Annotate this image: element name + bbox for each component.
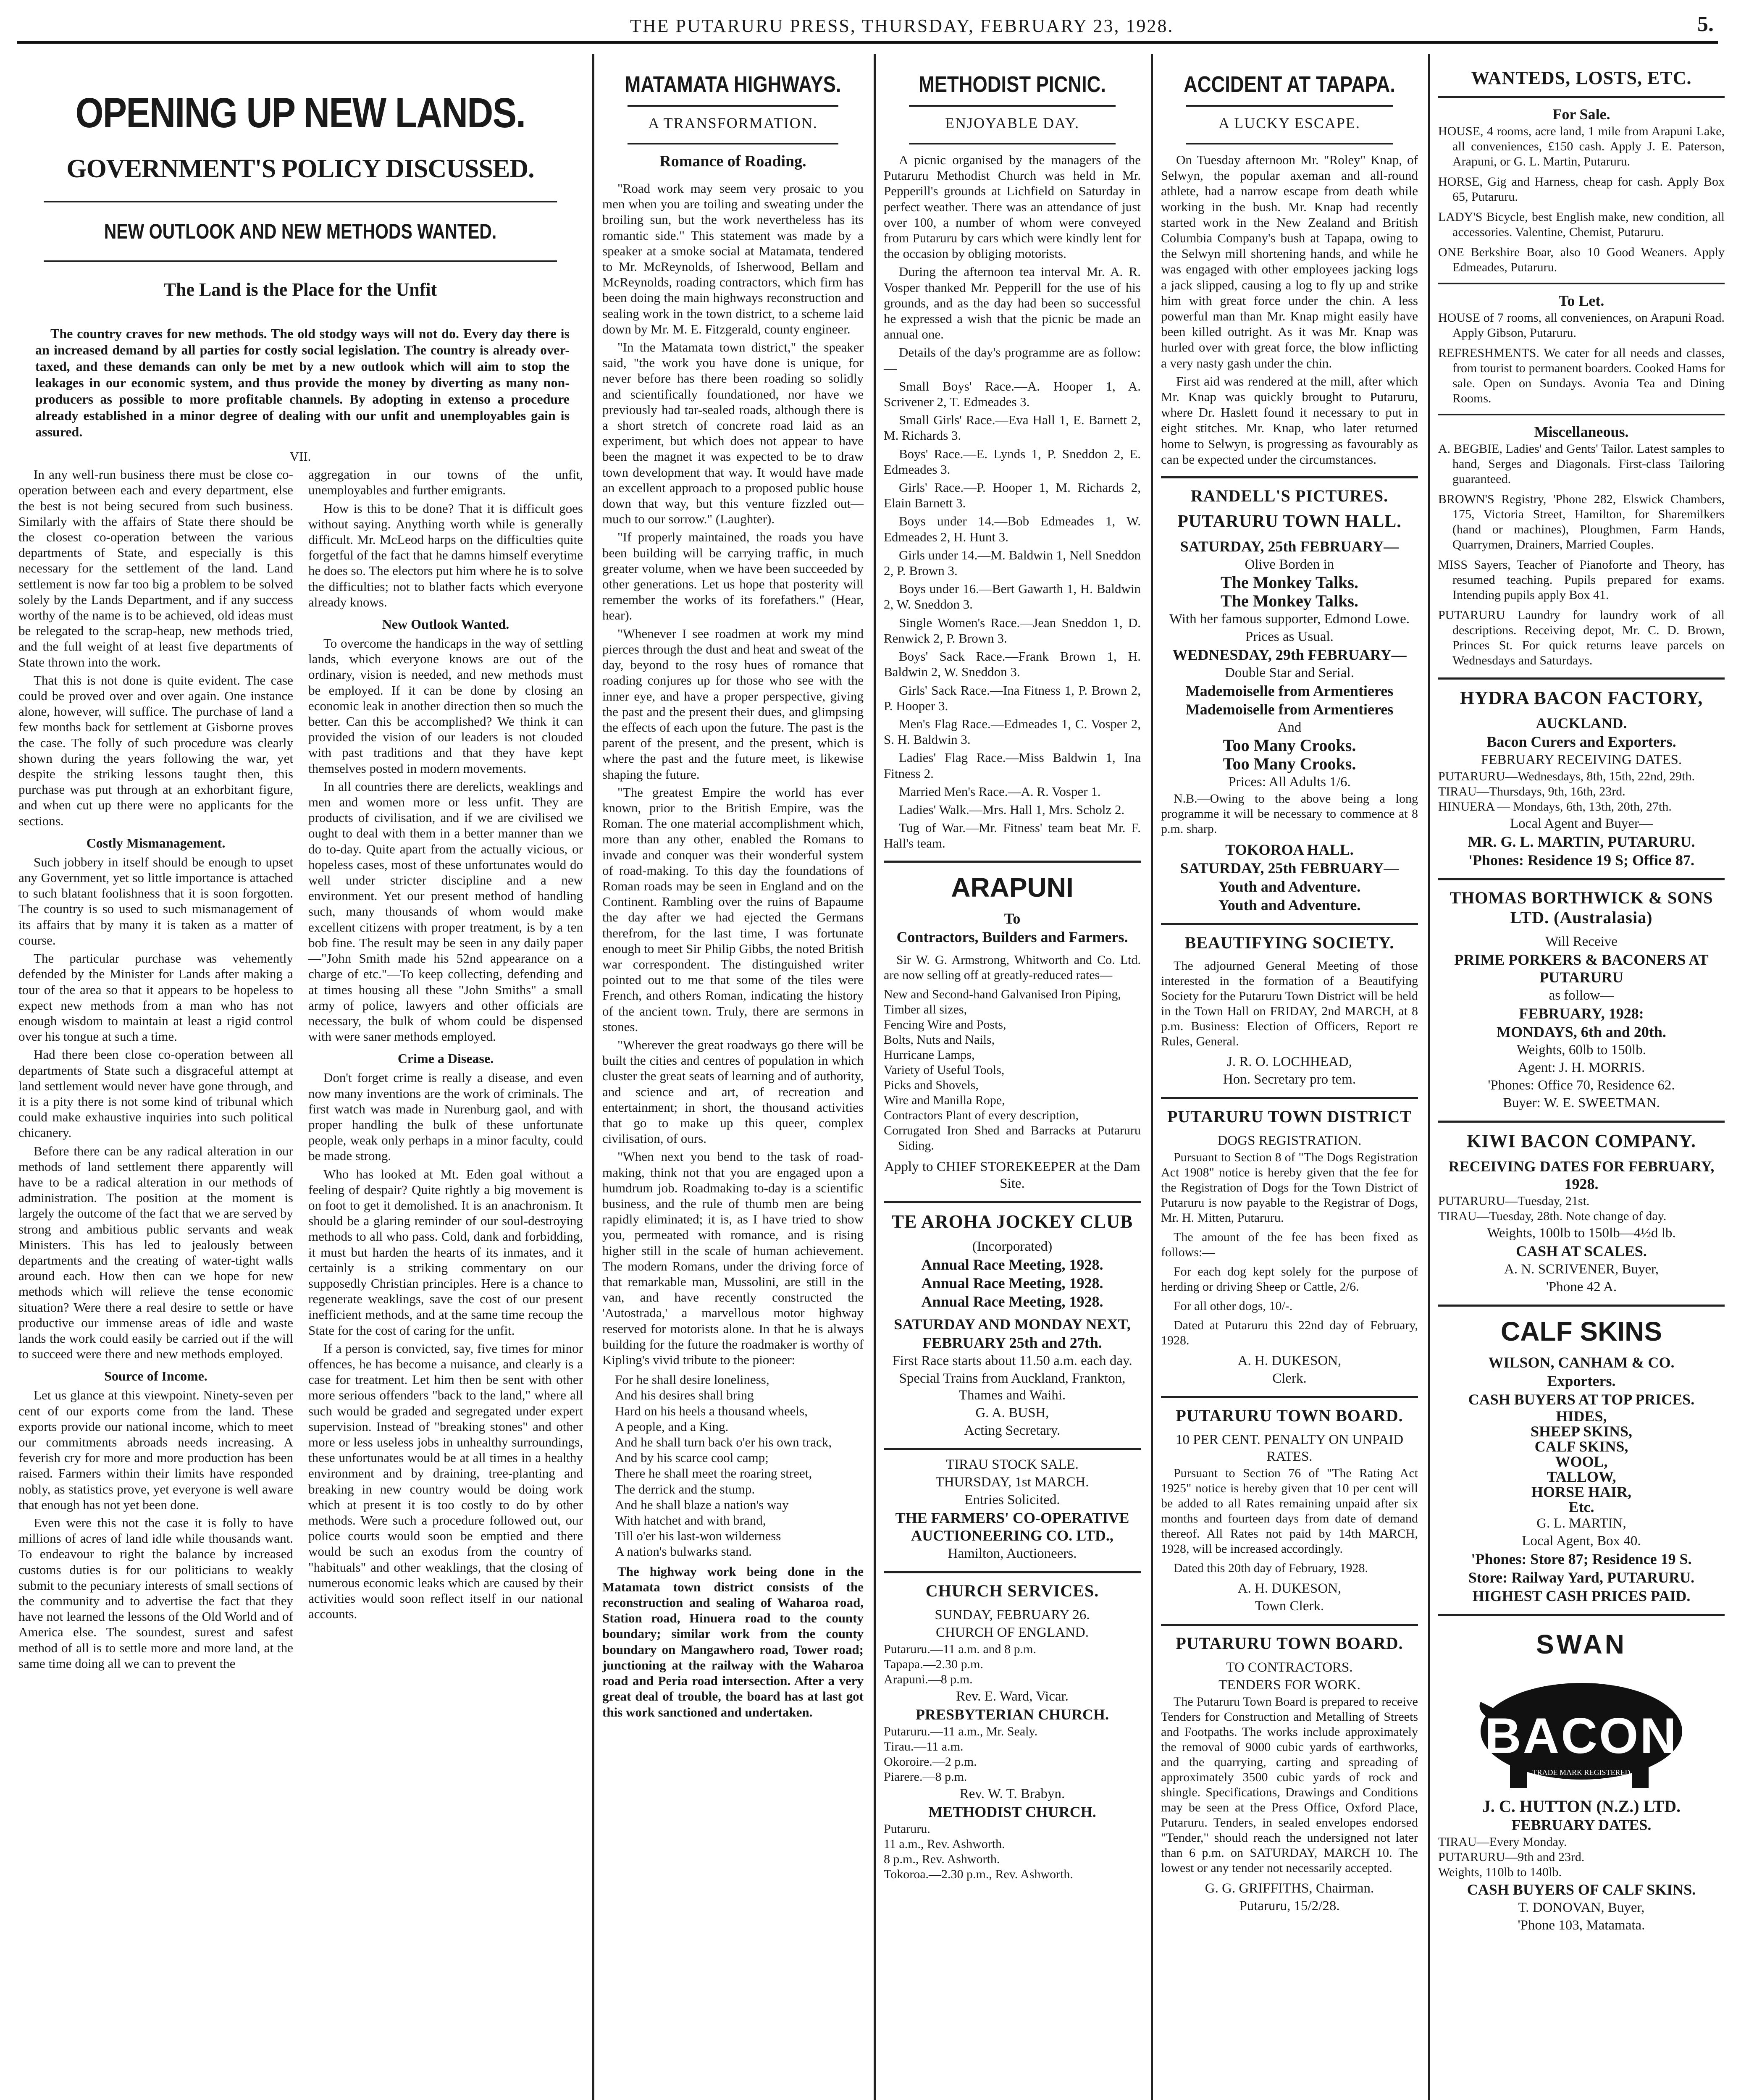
race-result: Small Boys' Race.—A. Hooper 1, A. Scrivener 2, T. Edmeades 3. (884, 378, 1141, 410)
arapuni-item: Corrugated Iron Shed and Barracks at Putaruru Siding. (884, 1123, 1141, 1152)
paragraph: Even were this not the case it is folly to have millions of acres of land idle while thousands want. To endeavour to right the balance by increased customs duties is for our politicians to weakly submit to the pecuniary interests of small sections of the community and to advertise the fact that they have not learned the lessons of the Old World and of America else. The soundest, surest and safest method of all is to settle more and more land, at the same time doing all we can to prevent the (18, 1515, 293, 1671)
divider (909, 105, 1116, 107)
race-result: Girls' Race.—P. Hooper 1, M. Richards 2, Elain Barnett 3. (884, 480, 1141, 511)
pictures-support: With her famous supporter, Edmond Lowe. (1169, 612, 1410, 627)
pig-logo-icon (1472, 1668, 1691, 1794)
race-result: Ladies' Flag Race.—Miss Baldwin 1, Ina Fitness 2. (884, 750, 1141, 781)
pictures-ad (1161, 476, 1418, 914)
pictures-star: Olive Borden in (1245, 557, 1334, 572)
classified-item: ONE Berkshire Boar, also 10 Good Weaners. Apply Edmeades, Putaruru. (1438, 245, 1725, 274)
paragraph: Before there can be any radical alteration in our methods of land settlement there apparently will have to be a radical alteration in our methods of administration. The position at the moment is largely the outcome of the fact that we are served by strong and ambitious public servants and weak Ministers. This has led to jealously between departments and the creating of water-tight walls around each. How then can we hope for new methods which will relieve the tense economic situation? Were there a real desire to settle or have productive our immense areas of idle and waste lands the work could easily be carried out if the will to succeed were there and new methods employed. (18, 1143, 293, 1362)
calf-exporters: Exporters. (1547, 1373, 1616, 1389)
divider (909, 143, 1116, 144)
classified-item: MISS Sayers, Teacher of Pianoforte and Theory, has resumed teaching. Pupils prepared for exams. Intending pupils apply Box 41. (1438, 558, 1725, 602)
hydra-receiving: FEBRUARY RECEIVING DATES. (1481, 752, 1682, 767)
borthwick-days: MONDAYS, 6th and 20th. (1497, 1024, 1666, 1040)
calf-item: WOOL, (1555, 1453, 1608, 1470)
rates-notice (1161, 1396, 1418, 1614)
calf-phones: 'Phones: Store 87; Residence 19 S. (1471, 1551, 1692, 1567)
pictures-film: Mademoiselle from Armentieres (1185, 701, 1394, 718)
church-minister: Rev. E. Ward, Vicar. (956, 1688, 1069, 1704)
dogs-sign: A. H. DUKESON, (1237, 1353, 1342, 1369)
paragraph: A picnic organised by the managers of the Putaruru Methodist Church was held in Mr. Pepperill's grounds at Lichfield on Saturday in perfect weather. There was an attendance of just over 100, a number of whom were conveyed from Putaruru by cars which were kindly lent for the occasion by obliging motorists. (884, 152, 1141, 261)
jockey-trains: Special Trains from Auckland, Frankton, Thames and Waihi. (899, 1370, 1126, 1403)
section-heading: Source of Income. (104, 1368, 207, 1384)
rates-subtitle: 10 PER CENT. PENALTY ON UNPAID RATES. (1175, 1432, 1404, 1465)
jockey-club-ad (884, 1201, 1141, 1439)
kiwi-title: KIWI BACON COMPANY. (1467, 1131, 1696, 1151)
calf-item: Etc. (1568, 1499, 1594, 1515)
swan-date: Weights, 110lb to 140lb. (1438, 1865, 1562, 1879)
church-line: Tapapa.—2.30 p.m. (884, 1657, 984, 1671)
pictures-film: The Monkey Talks. (1221, 573, 1358, 592)
paragraph: Don't forget crime is really a disease, and even now many inventions are the work of criminals. The first watch was made in Nurenburg gaol, and with proper handling the bulk of these unfortunate people, weak only perhaps in a minor faculty, could be made strong. (308, 1070, 583, 1163)
arapuni-item: Hurricane Lamps, (884, 1047, 975, 1062)
paragraph: "Road work may seem very prosaic to you men when you are toiling and sweating under the broiling sun, but the work nevertheless has its romantic side." This statement was made by a speaker at a smoke social at Matamata, tendered to Mr. McReynolds, of Isherwood, Bellam and McReynolds, roading contractors, which firm has been doing the main highways reconstruction and sealing work in the town district, to a scheme laid down by Mr. M. E. Fitzgerald, county engineer. (602, 181, 864, 336)
paragraph: First aid was rendered at the mill, after which Mr. Knap was quickly brought to Putaruru, where Dr. Haslett found it necessary to put in eight stitches. Mr. Knap, who later returned home to Selwyn, is progressing as favourably as can be expected under the circumstances. (1161, 373, 1418, 467)
stock-sale-ad (884, 1448, 1141, 1562)
pictures-prices: Prices as Usual. (1245, 629, 1334, 645)
dogs-paragraph: For all other dogs, 10/-. (1174, 1299, 1293, 1313)
hydra-city: AUCKLAND. (1536, 715, 1627, 732)
classified-heading: Miscellaneous. (1534, 423, 1629, 440)
dogs-paragraph: Dated at Putaruru this 22nd day of February, 1928. (1161, 1318, 1418, 1348)
lead-title: OPENING UP NEW LANDS. (75, 89, 525, 136)
tenders-sign: G. G. GRIFFITHS, Chairman. (1205, 1881, 1374, 1896)
calf-store: Store: Railway Yard, PUTARURU. (1468, 1569, 1695, 1586)
dogs-role: Clerk. (1272, 1371, 1307, 1386)
swan-company: J. C. HUTTON (N.Z.) LTD. (1482, 1797, 1681, 1816)
poem-line: Hard on his heels a thousand wheels, (615, 1403, 808, 1418)
calf-highest: HIGHEST CASH PRICES PAID. (1472, 1588, 1691, 1604)
divider (628, 143, 838, 144)
church-line: 8 p.m., Rev. Ashworth. (884, 1852, 1000, 1866)
jockey-title: TE AROHA JOCKEY CLUB (891, 1211, 1133, 1232)
beautifying-notice (1161, 923, 1418, 1088)
race-result: Men's Flag Race.—Edmeades 1, C. Vosper 2, S. H. Baldwin 3. (884, 716, 1141, 747)
pictures-note: N.B.—Owing to the above being a long programme it will be necessary to commence at 8 p.m. sharp. (1161, 792, 1418, 836)
divider (1186, 105, 1393, 107)
dogs-paragraph: For each dog kept solely for the purpose of herding or driving Sheep or Cattle, 2/6. (1161, 1265, 1418, 1294)
borthwick-agent: Agent: J. H. MORRIS. (1518, 1060, 1645, 1075)
tenders-subtitle: TO CONTRACTORS. (1226, 1660, 1353, 1675)
jockey-meeting: Annual Race Meeting, 1928. (921, 1293, 1103, 1310)
jockey-dates: FEBRUARY 25th and 27th. (922, 1334, 1102, 1351)
hydra-date: TIRAU—Thursdays, 9th, 16th, 23rd. (1438, 785, 1625, 798)
race-result: Married Men's Race.—A. R. Vosper 1. (899, 784, 1101, 799)
arapuni-item: Timber all sizes, (884, 1002, 967, 1016)
divider (628, 105, 838, 107)
swan-brand-main: BACON (1485, 1708, 1678, 1764)
column-5 (1155, 54, 1424, 2100)
church-line: Okoroire.—2 p.m. (884, 1754, 977, 1769)
poem-line: Till o'er his last-won wilderness (615, 1528, 781, 1544)
paragraph: To overcome the handicaps in the way of settling lands, which everyone knows are out of the ordinary, vision is needed, and new methods must be employed. If it can be done by closing an economic leak in another direction then so much the better. Can this be accomplished? We think it can provided the vision of our leaders is not clouded with past traditions and that they have kept themselves posted in modern movements. (308, 636, 583, 776)
lead-subtitle: GOVERNMENT'S POLICY DISCUSSED. (66, 155, 534, 183)
swan-date: PUTARURU—9th and 23rd. (1438, 1850, 1585, 1864)
poem-line: A people, and a King. (615, 1419, 729, 1434)
classified-heading: For Sale. (1552, 106, 1610, 123)
pictures-type: Double Star and Serial. (1225, 665, 1354, 681)
tenders-place: Putaruru, 15/2/28. (1239, 1898, 1340, 1914)
borthwick-weights: Weights, 60lb to 150lb. (1516, 1042, 1646, 1058)
arapuni-intro: Sir W. G. Armstrong, Whitworth and Co. Ltd. are now selling off at greatly-reduced rates— (884, 953, 1141, 982)
wanteds-title: WANTEDS, LOSTS, ETC. (1471, 68, 1692, 88)
stock-date: THURSDAY, 1st MARCH. (935, 1474, 1089, 1490)
church-line: Putaruru.—11 a.m. and 8 p.m. (884, 1642, 1037, 1656)
poem-line: The derrick and the stump. (615, 1481, 755, 1496)
calf-agent: G. L. MARTIN, (1536, 1516, 1626, 1531)
pictures-film: Youth and Adventure. (1218, 897, 1361, 914)
paragraph: That this is not done is quite evident. The case could be proved over and over again. One instance alone, however, will suffice. The purchase of land a few months back for settlement at Gisborne proves the case. The folly of such procedure was clearly shown during the years following the war, yet despite the striking lessons taught then, this purchase was put through at an exhorbitant figure, and when cut up there were no applicants for the sections. (18, 672, 293, 828)
classified-item: BROWN'S Registry, 'Phone 282, Elswick Chambers, 175, Victoria Street, Hamilton, for Sharemilkers (hand or machines), Ploughmen, Farm Hands, Quarrymen, Drainers, Married Couples. (1438, 492, 1725, 551)
tenders-subtitle-2: TENDERS FOR WORK. (1218, 1677, 1360, 1693)
beautifying-role: Hon. Secretary pro tem. (1223, 1072, 1356, 1087)
church-line: Tokoroa.—2.30 p.m., Rev. Ashworth. (884, 1867, 1073, 1881)
race-result: Single Women's Race.—Jean Sneddon 1, D. Renwick 2, P. Brown 3. (884, 615, 1141, 646)
lead-subtitle-3: The Land is the Place for the Unfit (163, 279, 437, 300)
paragraph: "In the Matamata town district," the speaker said, "the work you have done is unique, for never before has there been roading so solidly and scientifically foundationed, nor have we previously had tar-sealed roads, although there is a short stretch of concrete road laid as an experiment, but which does not appear to have been the magnet it was expected to be to draw town development that way. It would have made an excellent approach to a proposed public house down that way, but this venture fizzled out—much to our sorrow." (Laughter). (602, 340, 864, 527)
paragraph: "When next you bend to the task of road-making, think not that you are engaged upon a humdrum job. Roadmaking to-day is a scientific business, and the rule of thumb men are being rapidly eliminated; it is, as I have tried to show you, permeated with romance, and is rising higher still in the scale of human achievement. The modern Romans, under the driving force of that remarkable man, Mussolini, are still in the van, and have recently constructed the 'Autostrada,' a marvellous motor highway reserved for motorists alone. In that he is always building for the future the roadmaker is worthy of Kipling's vivid tribute to the pioneer: (602, 1149, 864, 1368)
race-result: Boys' Race.—E. Lynds 1, P. Sneddon 2, E. Edmeades 3. (884, 446, 1141, 477)
church-title: CHURCH SERVICES. (925, 1581, 1099, 1600)
matamata-subtitle: A TRANSFORMATION. (648, 115, 818, 131)
dogs-subtitle: DOGS REGISTRATION. (1217, 1133, 1362, 1149)
tenders-body: The Putaruru Town Board is prepared to receive Tenders for Construction and Metalling of Streets and Footpaths. The works include approximately the removal of 9000 cubic yards of earthworks, and the quarrying, carting and spreading of approximately 3500 cubic yards of rock and shingle. Specifications, Drawings and Conditions may be seen at the Press Office, Oxford Place, Putaruru. Tenders, in sealed envelopes endorsed "Tender," should reach the undersigned not later than 6 p.m. on SATURDAY, MARCH 10. The lowest or any tender not necessarily accepted. (1161, 1695, 1418, 1875)
masthead (17, 12, 1718, 44)
section-heading: New Outlook Wanted. (382, 617, 509, 632)
stock-company: THE FARMERS' CO-OPERATIVE AUCTIONEERING CO. LTD., (895, 1509, 1129, 1544)
dogs-notice (1161, 1097, 1418, 1387)
paragraph: "Whenever I see roadmen at work my mind pierces through the dust and heat and sweat of the day, beyond to the rosy hues of romance that roading conjures up for those who see with the inner eye, and have a proper perspective, giving the past and the present their dues, and glimpsing the effects of each upon the future. The past is the parent of the present, and the present, which is where the past and the future meet, is likewise shaping the future. (602, 626, 864, 782)
rates-paragraph: Dated this 20th day of February, 1928. (1174, 1561, 1368, 1575)
hydra-agent-label: Local Agent and Buyer— (1510, 816, 1653, 831)
church-line: Putaruru.—11 a.m., Mr. Sealy. (884, 1724, 1038, 1738)
section-heading: Crime a Disease. (397, 1051, 494, 1066)
dogs-paragraph: Pursuant to Section 8 of "The Dogs Registration Act 1908" notice is hereby given that the fee for the Registration of Dogs for the Town District of Putaruru is now payable to the Registrar of Dogs, Mr. H. Mitten, Putaruru. (1161, 1150, 1418, 1225)
church-heading: METHODIST CHURCH. (928, 1803, 1096, 1820)
pictures-and: And (1277, 720, 1302, 735)
arapuni-item: Wire and Manilla Rope, (884, 1093, 1005, 1107)
hydra-agent: MR. G. L. MARTIN, PUTARURU. (1468, 833, 1695, 850)
arapuni-title: ARAPUNI (951, 872, 1074, 903)
divider (1438, 96, 1725, 98)
beautifying-body: The adjourned General Meeting of those interested in the formation of a Beautifying Society for the Putaruru Town District will be held in the Town Hall on FRIDAY, 2nd MARCH, at 8 p.m. Business: Election of Officers, Report re Rules, General. (1161, 959, 1418, 1049)
pictures-title: RANDELL'S PICTURES. (1190, 486, 1389, 506)
arapuni-ad (884, 861, 1141, 1192)
page-number: 5. (1697, 12, 1714, 36)
paragraph: aggregation in our towns of the unfit, unemployables and further emigrants. (308, 467, 583, 498)
arapuni-item: Fencing Wire and Posts, (884, 1017, 1006, 1032)
kipling-poem (615, 1372, 864, 1559)
kiwi-phone: 'Phone 42 A. (1546, 1279, 1617, 1294)
swan-date: TIRAU—Every Monday. (1438, 1835, 1567, 1849)
column-rule (1428, 54, 1430, 2100)
poem-line: And by his scarce cool camp; (615, 1450, 769, 1465)
arapuni-apply: Apply to CHIEF STOREKEEPER at the Dam Site. (884, 1159, 1140, 1191)
divider (1186, 143, 1393, 144)
classified-item: HOUSE, 4 rooms, acre land, 1 mile from Arapuni Lake, all conveniences, £150 cash. Apply J. E. Paterson, Arapuni, or G. L. Martin, Putaruru. (1438, 124, 1725, 168)
kiwi-cash: CASH AT SCALES. (1516, 1243, 1647, 1260)
pictures-film: Too Many Crooks. (1223, 736, 1356, 755)
section-heading: Costly Mismanagement. (86, 835, 226, 850)
race-result: Ladies' Walk.—Mrs. Hall 1, Mrs. Scholz 2. (899, 802, 1125, 817)
tenders-notice (1161, 1624, 1418, 1914)
paragraph: "If properly maintained, the roads you have been building will be carrying traffic, in much greater volume, when we have been succeeded by other generations. Let us hope that posterity will remember the works of its forefathers." (Hear, hear). (602, 530, 864, 623)
church-line: Putaruru. (884, 1822, 930, 1836)
borthwick-month: FEBRUARY, 1928: (1519, 1005, 1644, 1022)
tenders-title: PUTARURU TOWN BOARD. (1176, 1634, 1403, 1653)
calf-item: SHEEP SKINS, (1530, 1423, 1633, 1440)
borthwick-buyer: Buyer: W. E. SWEETMAN. (1503, 1095, 1660, 1110)
paragraph: Such jobbery in itself should be enough to upset any Government, yet so little importance is attached to such blatant foolishness that it is soon forgotten. The country is so used to such mismanagement of its affairs that by many it is taken as a matter of course. (18, 854, 293, 948)
accident-title: ACCIDENT AT TAPAPA. (1184, 72, 1395, 97)
column-rule (874, 54, 876, 2100)
kiwi-date: PUTARURU—Tuesday, 21st. (1438, 1194, 1590, 1208)
lead-article (13, 54, 588, 2100)
paragraph: The particular purchase was vehemently defended by the Minister for Lands after making a tour of the area so that it appears to be hopeless to expect new methods from a man who has not enough wisdom to maintain at least a rigid control over his tongue at such a time. (18, 951, 293, 1044)
church-line: Piarere.—8 p.m. (884, 1769, 967, 1784)
church-line: 11 a.m., Rev. Ashworth. (884, 1837, 1005, 1851)
church-line: Tirau.—11 a.m. (884, 1739, 964, 1754)
race-result: Boys' Sack Race.—Frank Brown 1, H. Baldwin 2, W. Sneddon 3. (884, 649, 1141, 680)
hydra-title: HYDRA BACON FACTORY, (1460, 688, 1703, 708)
calf-agent-box: Local Agent, Box 40. (1522, 1533, 1641, 1549)
rates-paragraph: Pursuant to Section 76 of "The Rating Act 1925" notice is hereby given that 10 per cent will be added to all Rates remaining unpaid after six months and fourteen days from date of demand thereof. All Rates not paid by 14th MARCH, 1928, will be increased accordingly. (1161, 1466, 1418, 1556)
hydra-ad (1438, 677, 1725, 869)
borthwick-as-follow: as follow— (1549, 988, 1614, 1003)
picnic-subtitle: ENJOYABLE DAY. (945, 115, 1080, 131)
church-line: Arapuni.—8 p.m. (884, 1672, 973, 1686)
arapuni-item: New and Second-hand Galvanised Iron Piping, (884, 987, 1121, 1001)
lead-column-2 (308, 467, 583, 2100)
classified-item: LADY'S Bicycle, best English make, new condition, all accessories. Valentine, Chemist, Putaruru. (1438, 210, 1725, 239)
column-rule (592, 54, 594, 2100)
hydra-tag: Bacon Curers and Exporters. (1486, 733, 1676, 750)
stock-title: TIRAU STOCK SALE. (946, 1457, 1079, 1472)
jockey-first-race: First Race starts about 11.50 a.m. each day. (892, 1353, 1132, 1368)
divider (1438, 414, 1725, 415)
matamata-article (596, 54, 869, 2100)
classified-item: HOUSE of 7 rooms, all conveniences, on Arapuni Road. Apply Gibson, Putaruru. (1438, 311, 1725, 340)
lead-intro: The country craves for new methods. The old stodgy ways will not do. Every day there is an increased demand by all parties for costly social legislation. The country is already over-taxed, and these demands can only be met by a new outlook which will aim to stop the leakages in our economic system, and thus provide the money by diverting as many non-producers as possible to more profitable channels. By adopting in extenso a procedure already established in a minor degree of dealing with our unfit and unemployables gain is assured. (35, 326, 570, 439)
dogs-paragraph: The amount of the fee has been fixed as follows:— (1161, 1230, 1418, 1260)
beautifying-title: BEAUTIFYING SOCIETY. (1184, 933, 1394, 953)
rates-sign: A. H. DUKESON, (1237, 1581, 1342, 1596)
kiwi-buyer: A. N. SCRIVENER, Buyer, (1504, 1262, 1659, 1277)
paragraph: Details of the day's programme are as follow:— (884, 345, 1141, 375)
hydra-date: HINUERA — Mondays, 6th, 13th, 20th, 27th. (1438, 800, 1672, 814)
dogs-title: PUTARURU TOWN DISTRICT (1167, 1107, 1412, 1126)
picnic-title: METHODIST PICNIC. (918, 72, 1106, 97)
section-number: VII. (289, 449, 311, 464)
pictures-venue: PUTARURU TOWN HALL. (1177, 512, 1402, 532)
paragraph: Had there been close co-operation between all departments of State such a disgraceful attempt at land settlement would never have gone through, and it is a pity there is not some kind of tribunal which could make exhaustive inquiries into such political chicanery. (18, 1047, 293, 1140)
race-result: Boys under 14.—Bob Edmeades 1, W. Edmeades 2, H. Hunt 3. (884, 514, 1141, 544)
calf-item: CALF SKINS, (1534, 1438, 1628, 1455)
church-services (884, 1571, 1141, 1882)
race-result: Girls' Sack Race.—Ina Fitness 1, P. Brown 2, P. Hooper 3. (884, 682, 1141, 713)
pictures-venue: TOKOROA HALL. (1225, 841, 1354, 858)
calf-skins-ad (1438, 1305, 1725, 1605)
arapuni-to: To (1004, 910, 1021, 927)
pictures-date: SATURDAY, 25th FEBRUARY— (1180, 860, 1399, 877)
church-date: SUNDAY, FEBRUARY 26. (935, 1607, 1090, 1622)
divider (1438, 283, 1725, 284)
paragraph: "Wherever the great roadways go there will be built the cities and centres of population in which cluster the great seats of learning and of authority, and science and art, of recreation and entertainment; in short, the thousand activities that go to make up this queer, complex civilisation, of ours. (602, 1037, 864, 1146)
kiwi-receiving: RECEIVING DATES FOR FEBRUARY, 1928. (1448, 1158, 1715, 1192)
church-heading: PRESBYTERIAN CHURCH. (915, 1706, 1109, 1723)
column-rule (1151, 54, 1153, 2100)
race-result: Girls under 14.—M. Baldwin 1, Nell Sneddon 2, P. Brown 3. (884, 547, 1141, 578)
paragraph: In any well-run business there must be close co-operation between each and every department, else the best is not being secured from such business. Similarly with the affairs of State there should be the closest co-operation between the various departments of State, and especially is this necessary for the settlement of the land. Land settlement is now far too big a problem to be solved solely by the Lands Department, and if any success worthy of the name is to be achieved, old ideas must be relegated to the scrap-heap, new methods tried, and the full weight of at least five departments of State thrown into the work. (18, 467, 293, 669)
stock-location: Hamilton, Auctioneers. (948, 1546, 1077, 1561)
arapuni-addressees: Contractors, Builders and Farmers. (896, 928, 1128, 945)
poem-line: And he shall blaze a nation's way (615, 1497, 789, 1512)
column-6 (1432, 54, 1730, 2100)
pictures-film: The Monkey Talks. (1221, 591, 1358, 611)
accident-subtitle: A LUCKY ESCAPE. (1218, 115, 1360, 131)
paragraph: During the afternoon tea interval Mr. A. R. Vosper thanked Mr. Pepperill for the use of his grounds, and as the day had been so successful he expressed a wish that the picnic be made an annual one. (884, 264, 1141, 342)
poem-line: For he shall desire loneliness, (615, 1372, 769, 1387)
hydra-date: PUTARURU—Wednesdays, 8th, 15th, 22nd, 29th. (1438, 769, 1695, 783)
poem-line: A nation's bulwarks stand. (615, 1544, 752, 1559)
pictures-date: SATURDAY, 25th FEBRUARY— (1180, 538, 1399, 555)
borthwick-what: PRIME PORKERS & BACONERS AT PUTARURU (1454, 951, 1709, 986)
swan-phone: 'Phone 103, Matamata. (1518, 1918, 1645, 1933)
paragraph: In all countries there are derelicts, weaklings and men and women more or less unfit. They are products of civilisation, and if we are civilised we ought to deal with them in a better manner than we do to-day. Quite apart from the actually vicious, or hopeless cases, most of these unfortunates would do well under stricter discipline and a new environment. Yet our present method of handling such, many thousands of whom would make excellent citizens with proper treatment, is by a ten bob fine. The result may be seen in any daily paper—"John Smith made his 52nd appearance on a charge of etc."—To keep collecting, defending and at times housing all these "John Smiths" a small army of police, lawyers and other officials are necessary, the bulk of whom could be dispensed with were saner methods employed. (308, 779, 583, 1044)
race-result: Small Girls' Race.—Eva Hall 1, E. Barnett 2, M. Richards 3. (884, 412, 1141, 443)
matamata-title: MATAMATA HIGHWAYS. (625, 72, 841, 97)
stock-entries: Entries Solicited. (964, 1492, 1060, 1507)
kiwi-ad (1438, 1121, 1725, 1295)
column-4 (878, 54, 1147, 2100)
paragraph: The highway work being done in the Matamata town district consists of the reconstruction and sealing of Waharoa road, Station road, Hinuera road to the county boundary; similar work from the county boundary on Mangawhero road, Tower road; junctioning at the railway with the Waharoa road and Peria road intersection. After a very great deal of trouble, the board has at last got this work sanctioned and undertaken. (602, 1564, 864, 1719)
paragraph: If a person is convicted, say, five times for minor offences, he has become a nuisance, and clearly is a case for treatment. Let him then be sent with other more serious offenders "back to the land," where all such would be graded and segregated under expert supervision. Instead of "breaking stones" and other more or less useless jobs in unhealthy surroundings, these unfortunates would be at all times in a healthy environment and by draining, tree-planting and breaking in new country would be doing work which at present it is too costly to do by other methods. Were such a procedure followed out, our police courts would soon be emptied and there would be such an exodus from the country of "habituals" and other weaklings, that the closing of numerous economic leaks which are caused by their activities would soon reflect itself in our national accounts. (308, 1341, 583, 1622)
borthwick-will: Will Receive (1545, 934, 1618, 949)
borthwick-ad (1438, 878, 1725, 1111)
classified-item: PUTARURU Laundry for laundry work of all descriptions. Receiving depot, Mr. C. D. Brown, Princes St. For quick returns leave parcels on Wednesdays and Saturdays. (1438, 608, 1725, 667)
calf-title: CALF SKINS (1501, 1316, 1662, 1347)
lead-subtitle-2: NEW OUTLOOK AND NEW METHODS WANTED. (104, 220, 497, 243)
poem-line: With hatchet and with brand, (615, 1513, 766, 1528)
poem-line: There he shall meet the roaring street, (615, 1466, 812, 1481)
borthwick-title: THOMAS BORTHWICK & SONS LTD. (Australasia) (1450, 888, 1713, 927)
jockey-secretary-role: Acting Secretary. (964, 1423, 1061, 1438)
pictures-prices: Prices: All Adults 1/6. (1228, 774, 1351, 790)
arapuni-item: Variety of Useful Tools, (884, 1063, 1005, 1077)
calf-item: TALLOW, (1547, 1468, 1616, 1485)
paragraph: On Tuesday afternoon Mr. "Roley" Knap, of Selwyn, the popular axeman and all-round athlete, had a narrow escape from death while working in the bush. Mr. Knap had recently started work in the New Zealand and British Columbia Company's bush at Tapapa, owing to the Selwyn mill shortening hands, and while he was engaged with other employees jacking logs a jack slipped, causing a log to fly up and strike him with great force under the chin. A less powerful man than Mr. Knap might easily have been killed outright. As it was Mr. Knap was hurled over with great force, the blow inflicting a very nasty gash under the chin. (1161, 152, 1418, 370)
classified-item: REFRESHMENTS. We cater for all needs and classes, from tourist to permanent boarders. Cooked Hams for sale. Open on Sundays. Avonia Tea and Dining Rooms. (1438, 346, 1725, 405)
lead-columns (18, 467, 582, 2100)
pictures-date: WEDNESDAY, 29th FEBRUARY— (1172, 646, 1407, 664)
calf-item: HIDES, (1556, 1408, 1607, 1425)
paragraph: "The greatest Empire the world has ever known, prior to the British Empire, was the Roman. The one material accomplishment which, more than any other, enabled the Romans to invade and conquer was their wonderful system of road-making. To this day the foundations of Roman roads may be seen in England and on the Continent. Rambling over the ruins of Bapaume the day after we had ejected the Germans therefrom, for the last time, I was fortunate enough to meet Sir Philip Gibbs, the noted British war correspondent. The distinguished writer pointed out to me that some of the tiles were French, and others Roman, indicating the history of the ancient town. Truly, there are sermons in stones. (602, 785, 864, 1034)
swan-dates-title: FEBRUARY DATES. (1511, 1816, 1652, 1833)
jockey-secretary: G. A. BUSH, (975, 1405, 1049, 1420)
borthwick-phones: 'Phones: Office 70, Residence 62. (1488, 1078, 1675, 1093)
swan-brand: SWAN (1536, 1629, 1627, 1659)
matamata-subtitle-2: Romance of Roading. (659, 152, 806, 170)
pictures-film: Mademoiselle from Armentieres (1185, 682, 1394, 700)
race-result: Tug of War.—Mr. Fitness' team beat Mr. F. Hall's team. (884, 820, 1141, 851)
pictures-film: Youth and Adventure. (1218, 878, 1361, 895)
poem-line: And his desires shall bring (615, 1388, 754, 1403)
paragraph: How is this to be done? That it is difficult goes without saying. Anything worth while is generally difficult. Mr. McLeod harps on the difficulties quite forgetful of the fact that he damns himself everytime he does so. The electors put him where he is to solve the difficulties; not to blather facts which everyone already knows. (308, 501, 583, 609)
pictures-film: Too Many Crooks. (1223, 754, 1356, 774)
masthead-line: THE PUTARURU PRESS, THURSDAY, FEBRUARY 23, 1928. (630, 16, 1174, 36)
poem-line: And he shall turn back o'er his own track, (615, 1435, 832, 1450)
jockey-meeting: Annual Race Meeting, 1928. (921, 1256, 1103, 1273)
arapuni-item: Contractors Plant of every description, (884, 1108, 1079, 1122)
lead-column-1 (18, 467, 293, 2100)
swan-buyer: T. DONOVAN, Buyer, (1518, 1900, 1645, 1915)
calf-cash: CASH BUYERS AT TOP PRICES. (1468, 1391, 1695, 1408)
paragraph: Who has looked at Mt. Eden goal without a feeling of despair? Quite rightly a big movement is on foot to get it demolished. It is an anachronism. It should be a glaring reminder of our soul-destroying methods to all who pass. Cold, dank and forbidding, it must but harden the hearts of its inmates, and it certainly is a striking commentary on our supposedly Christian principles. Here is a chance to regenerate weaklings, save the cost of our present inefficient methods, and at the same time recoup the State for the cost of caring for the unfit. (308, 1166, 583, 1338)
arapuni-item: Picks and Shovels, (884, 1078, 979, 1092)
classified-item: HORSE, Gig and Harness, cheap for cash. Apply Box 65, Putaruru. (1438, 175, 1725, 204)
jockey-days: SATURDAY AND MONDAY NEXT, (894, 1315, 1131, 1333)
swan-trademark: TRADE MARK REGISTERED (1532, 1768, 1631, 1777)
classified-item: A. BEGBIE, Ladies' and Gents' Tailor. Latest samples to hand, Serges and Diagonals. First-class Tailoring guaranteed. (1438, 442, 1725, 486)
church-heading: CHURCH OF ENGLAND. (936, 1625, 1089, 1640)
rates-title: PUTARURU TOWN BOARD. (1176, 1406, 1403, 1425)
swan-calf: CASH BUYERS OF CALF SKINS. (1467, 1881, 1696, 1898)
calf-item: HORSE HAIR, (1531, 1483, 1632, 1500)
kiwi-weights: Weights, 100lb to 150lb—4½d lb. (1487, 1226, 1676, 1241)
jockey-incorporated: (Incorporated) (972, 1239, 1053, 1254)
arapuni-item: Bolts, Nuts and Nails, (884, 1032, 995, 1047)
swan-bacon-ad (1438, 1614, 1725, 1934)
hydra-phones: 'Phones: Residence 19 S; Office 87. (1468, 852, 1694, 869)
calf-company: WILSON, CANHAM & CO. (1488, 1354, 1675, 1371)
race-result: Boys under 16.—Bert Gawarth 1, H. Baldwin 2, W. Sneddon 3. (884, 581, 1141, 612)
paragraph: Let us glance at this viewpoint. Ninety-seven per cent of our exports come from the land. These exports provide our national income, which to meet our commitments abroads needs increasing. A feverish cry for more and more production has been raised. Farmers within their limits have responded nobly, as statistics prove, yet everyone is well aware that enough has not yet been done. (18, 1388, 293, 1512)
divider (44, 260, 557, 262)
jockey-meeting: Annual Race Meeting, 1928. (921, 1274, 1103, 1292)
beautifying-sign: J. R. O. LOCHHEAD, (1227, 1054, 1352, 1070)
divider (44, 201, 557, 202)
classified-heading: To Let. (1558, 292, 1604, 309)
rates-role: Town Clerk. (1255, 1599, 1324, 1614)
kiwi-date: TIRAU—Tuesday, 28th. Note change of day. (1438, 1209, 1667, 1223)
church-minister: Rev. W. T. Brabyn. (959, 1786, 1065, 1801)
